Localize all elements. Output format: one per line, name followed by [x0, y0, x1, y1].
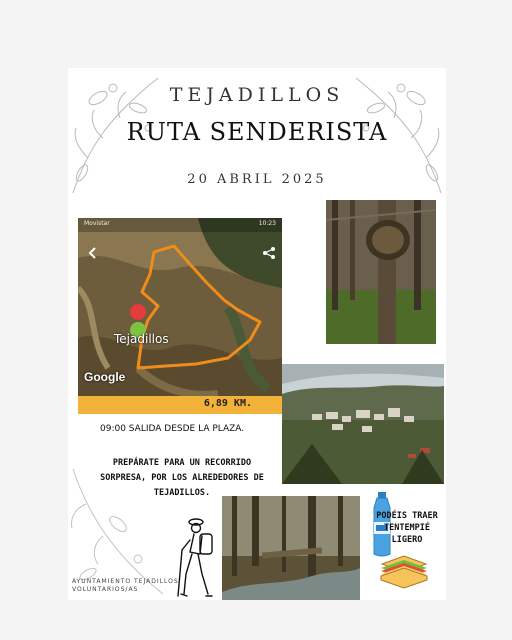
map-provider-logo: Google — [84, 370, 126, 384]
route-map-screenshot — [78, 218, 282, 414]
carrier-label: Movistar — [84, 220, 110, 227]
phone-status-bar — [78, 218, 282, 232]
back-arrow-icon[interactable] — [86, 246, 100, 260]
share-icon[interactable] — [262, 246, 276, 260]
snack-note: PODÉIS TRAER TENTEMPIÉ LIGERO — [376, 511, 438, 545]
status-time: 10:23 — [258, 220, 276, 227]
event-date: 20 ABRIL 2025 — [187, 172, 327, 187]
invitation-text: PREPÁRATE PARA UN RECORRIDO SORPRESA, POR LOS ALREDEDORES DE TEJADILLOS. — [100, 458, 264, 498]
map-place-label: Tejadillos — [114, 332, 169, 346]
departure-info: 09:00 SALIDA DESDE LA PLAZA. — [100, 424, 245, 434]
event-poster — [68, 68, 446, 600]
town-name-heading: TEJADILLOS — [169, 84, 345, 106]
satellite-terrain — [78, 218, 282, 414]
hiker-icon — [176, 516, 224, 600]
route-start-marker — [130, 304, 146, 320]
organizer-credit — [72, 578, 179, 594]
credit-volunteers: VOLUNTARIOS/AS — [72, 586, 139, 593]
credit-organizer: AYUNTAMIENTO TEJADILLOS — [72, 578, 179, 585]
sandwich-icon — [378, 554, 430, 590]
forest-tree-photo — [326, 200, 436, 344]
village-landscape-photo — [282, 364, 444, 484]
route-distance: 6,89 KM. — [203, 398, 252, 409]
forest-stream-photo — [222, 496, 360, 600]
event-title: RUTA SENDERISTA — [126, 118, 388, 146]
